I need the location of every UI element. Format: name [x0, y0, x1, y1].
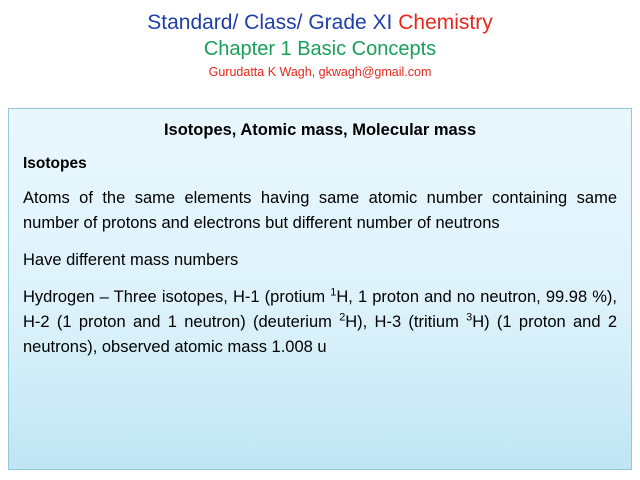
hydrogen-text-2: H, 1 proton and no neutron, 99.98 %), H-2 (1 proton and 1 neutron) (deuterium	[23, 288, 617, 331]
superscript-mass-1: 1	[330, 286, 337, 299]
paragraph-definition: Atoms of the same elements having same atomic number containing same number of protons and electrons but different number of neutrons	[23, 189, 617, 232]
author-credit: Gurudatta K Wagh, gkwagh@gmail.com	[208, 65, 432, 79]
page-title	[0, 10, 640, 36]
hydrogen-text-3: H), H-3 (tritium	[345, 313, 467, 331]
slide-header	[0, 0, 640, 81]
chapter-subtitle: Chapter 1 Basic Concepts	[203, 38, 437, 60]
superscript-mass-2: 2	[339, 311, 346, 324]
content-heading: Isotopes, Atomic mass, Molecular mass	[163, 121, 477, 139]
hydrogen-text-4: H) (1 proton and 2 neutrons), observed atomic mass 1.008 u	[23, 313, 617, 356]
content-box	[8, 108, 632, 470]
page-title-standard: Standard/ Class/ Grade XI	[147, 11, 399, 34]
superscript-mass-3: 3	[466, 311, 473, 324]
hydrogen-text-1: Hydrogen – Three isotopes, H-1 (protium	[23, 288, 331, 306]
content-subheading: Isotopes	[23, 155, 87, 172]
page-title-subject: Chemistry	[398, 11, 493, 34]
paragraph-mass-numbers: Have different mass numbers	[23, 251, 239, 269]
paragraph-hydrogen-isotopes	[23, 285, 617, 360]
